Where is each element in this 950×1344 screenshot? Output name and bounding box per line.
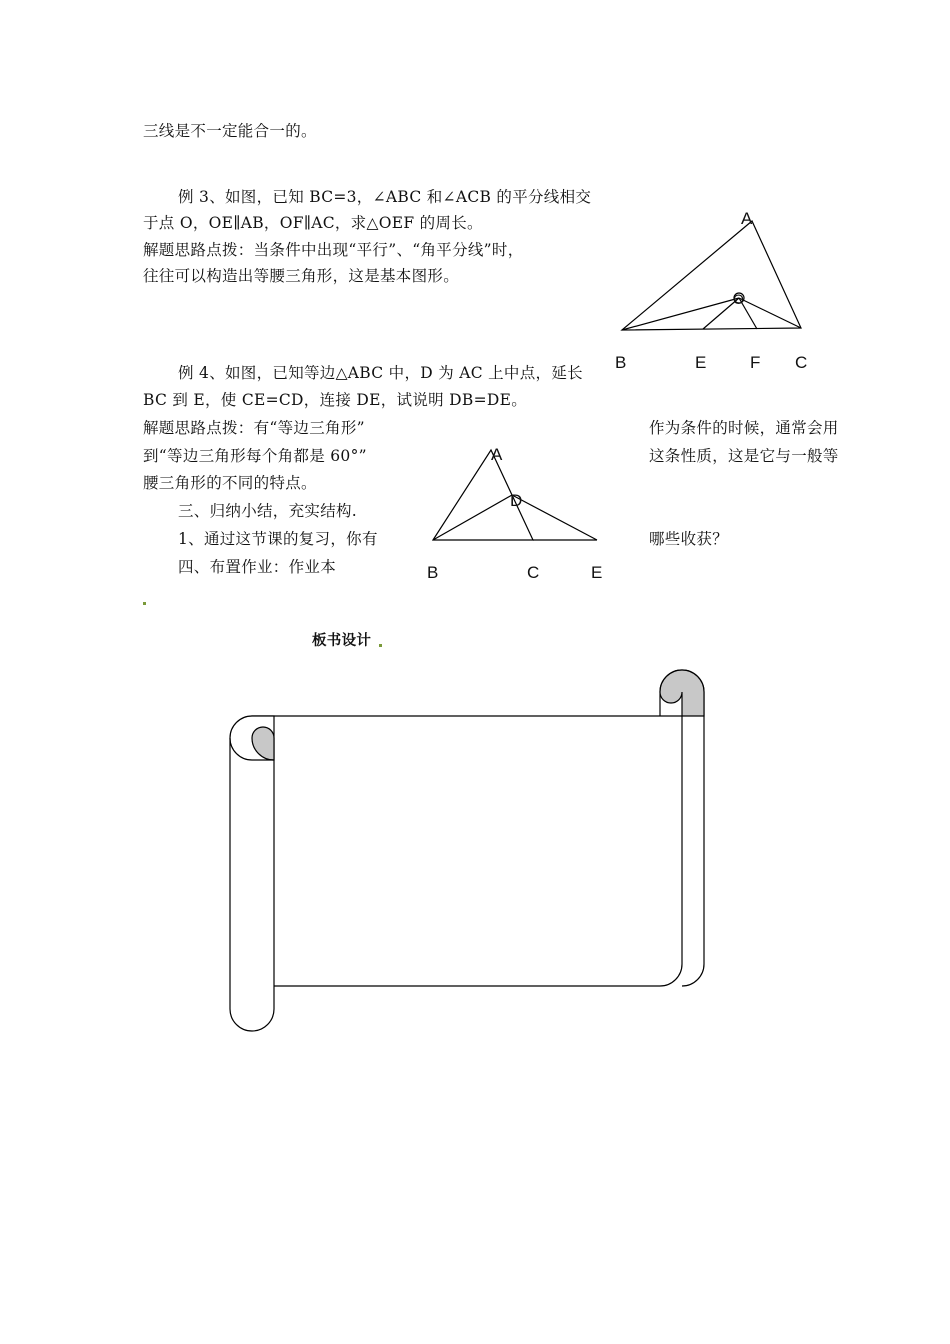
figure2-label-e: E xyxy=(591,563,603,582)
example4-hint-line2b: 这条性质，这是它与一般等 xyxy=(649,447,839,465)
scroll-right-roll xyxy=(660,670,704,986)
figure2-segment-bd xyxy=(433,495,512,540)
marker-dot xyxy=(143,602,146,605)
scroll-main-sheet xyxy=(252,716,682,986)
example4-line1: 例 4、如图，已知等边△ABC 中，D 为 AC 上中点，延长 xyxy=(178,364,583,382)
figure1-label-e: E xyxy=(695,353,707,372)
example4-hint-line2a: 到“等边三角形每个角都是 60°” xyxy=(143,447,367,465)
figure1-bisector-co xyxy=(739,298,801,328)
scroll-left-roll xyxy=(230,716,274,1031)
example4-line2: BC 到 E，使 CE=CD，连接 DE，试说明 DB=DE。 xyxy=(143,391,528,409)
scroll-left-edge xyxy=(230,738,274,760)
example3-line1: 例 3、如图，已知 BC=3，∠ABC 和∠ACB 的平分线相交 xyxy=(178,188,592,206)
summary-heading: 三、归纳小结，充实结构. xyxy=(178,502,358,520)
example4-hint-line1b: 作为条件的时候，通常会用 xyxy=(649,419,839,437)
scroll-right-curl xyxy=(660,670,704,716)
example4-hint-line3: 腰三角形的不同的特点。 xyxy=(143,474,317,492)
figure1-triangle-abc xyxy=(622,221,801,330)
question-1a: 1、通过这节课的复习，你有 xyxy=(178,530,378,548)
figure1-label-b: B xyxy=(615,353,627,372)
figure2-segment-de xyxy=(512,495,597,540)
marker-dot-2 xyxy=(379,644,382,647)
figure1-label-f: F xyxy=(750,353,761,372)
example3-line2: 于点 O，OE∥AB，OF∥AC，求△OEF 的周长。 xyxy=(143,214,483,232)
figure2-label-a: A xyxy=(491,445,503,464)
figure2-label-d: D xyxy=(510,491,523,510)
figure1-label-o: O xyxy=(733,291,744,307)
figure1-label-a: A xyxy=(741,209,753,228)
scroll-left-curl xyxy=(252,727,274,760)
example3-hint-line2: 往往可以构造出等腰三角形，这是基本图形。 xyxy=(143,267,460,285)
figure2-label-c: C xyxy=(527,563,540,582)
example3-hint-line1: 解题思路点拨：当条件中出现“平行”、“角平分线”时， xyxy=(143,241,524,259)
homework-heading: 四、布置作业：作业本 xyxy=(178,558,337,576)
figure1-label-c: C xyxy=(795,353,808,372)
figure2-label-b: B xyxy=(427,563,439,582)
board-design-title: 板书设计 xyxy=(312,633,372,649)
intro-line: 三线是不一定能合一的。 xyxy=(143,122,317,140)
question-1b: 哪些收获？ xyxy=(649,530,729,548)
figure1-bisector-bo xyxy=(622,298,739,330)
example4-hint-line1a: 解题思路点拨：有“等边三角形” xyxy=(143,419,365,437)
